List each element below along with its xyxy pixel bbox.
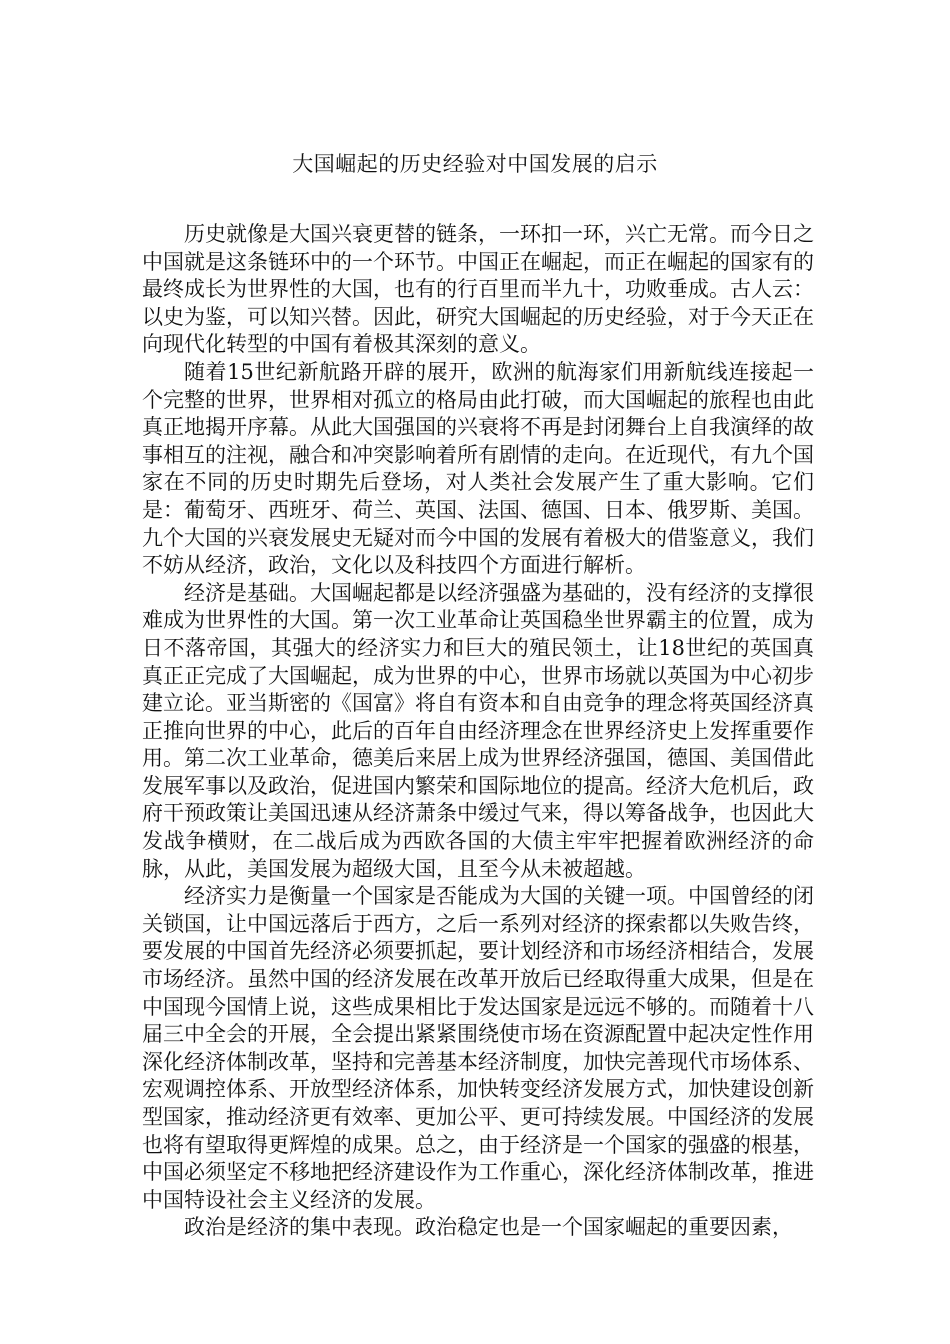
document-body bbox=[142, 221, 814, 1242]
paragraph: 政治是经济的集中表现。政治稳定也是一个国家崛起的重要因素， bbox=[184, 1215, 793, 1240]
paragraph: 经济实力是衡量一个国家是否能成为大国的关键一项。中国曾经的闭关锁国，让中国远落后于西方，之后一系列对经济的探索都以失败告终，要发展的中国首先经济必须要抓起，要计划经济和市场经济相结合，发展市场经济。虽然中国的经济发展在改革开放后已经取得重大成果，但是在中国现今国情上说，这些成果相比于发达国家是远远不够的。而随着十八届三中全会的开展，全会提出紧紧围绕使市场在资源配置中起决定性作用深化经济体制改革，坚持和完善基本经济制度，加快完善现代市场体系、宏观调控体系、开放型经济体系，加快转变经济发展方式，加快建设创新型国家，推动经济更有效率、更加公平、更可持续发展。中国经济的发展也将有望取得更辉煌的成果。总之，由于经济是一个国家的强盛的根基，中国必须坚定不移地把经济建设作为工作重心，深化经济体制改革，推进中国特设社会主义经济的发展。 bbox=[142, 884, 814, 1212]
paragraph: 历史就像是大国兴衰更替的链条，一环扣一环，兴亡无常。而今日之中国就是这条链环中的一个环节。中国正在崛起，而正在崛起的国家有的最终成长为世界性的大国，也有的行百里而半九十，功败垂成。古人云：以史为鉴，可以知兴替。因此，研究大国崛起的历史经验，对于今天正在向现代化转型的中国有着极其深刻的意义。 bbox=[142, 222, 814, 357]
document-title: 大国崛起的历史经验对中国发展的启示 bbox=[292, 152, 658, 176]
paragraph: 经济是基础。大国崛起都是以经济强盛为基础的，没有经济的支撑很难成为世界性的大国。第一次工业革命让英国稳坐世界霸主的位置，成为日不落帝国，其强大的经济实力和巨大的殖民领土，让18世纪的英国真真正正完成了大国崛起，成为世界的中心，世界市场就以英国为中心初步建立论。亚当斯密的《国富》将自有资本和自由竞争的理念将英国经济真正推向世界的中心，此后的百年自由经济理念在世界经济史上发挥重要作用。第二次工业革命，德美后来居上成为世界经济强国，德国、美国借此发展军事以及政治，促进国内繁荣和国际地位的提高。经济大危机后，政府干预政策让美国迅速从经济萧条中缓过气来，得以筹备战争，也因此大发战争横财，在二战后成为西欧各国的大债主牢牢把握着欧洲经济的命脉，从此，美国发展为超级大国，且至今从未被超越。 bbox=[142, 580, 814, 881]
paragraph: 随着15世纪新航路开辟的展开，欧洲的航海家们用新航线连接起一个完整的世界，世界相对孤立的格局由此打破，而大国崛起的旅程也由此真正地揭开序幕。从此大国强国的兴衰将不再是封闭舞台上自我演绎的故事相互的注视，融合和冲突影响着所有剧情的走向。在近现代，有九个国家在不同的历史时期先后登场，对人类社会发展产生了重大影响。它们是：葡萄牙、西班牙、荷兰、英国、法国、德国、日本、俄罗斯、美国。九个大国的兴衰发展史无疑对而今中国的发展有着极大的借鉴意义，我们不妨从经济，政治，文化以及科技四个方面进行解析。 bbox=[142, 359, 814, 578]
